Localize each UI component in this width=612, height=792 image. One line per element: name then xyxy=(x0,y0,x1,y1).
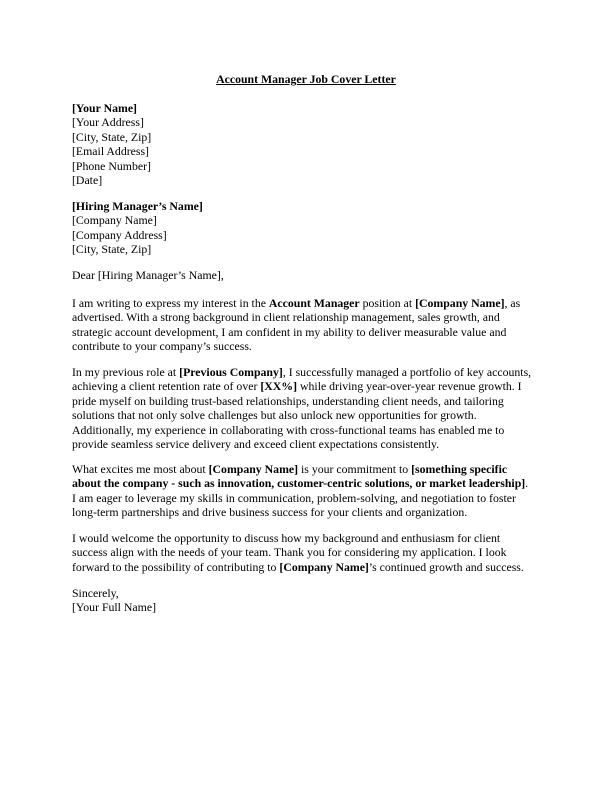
retention-rate-placeholder: [XX%] xyxy=(260,379,298,394)
specific-detail-placeholder: about the company - such as innovation, customer-centric solutions, or market leadership] xyxy=(72,476,526,491)
recipient-name: [Hiring Manager’s Name] xyxy=(72,199,203,213)
company-name-placeholder: [Company Name] xyxy=(415,296,505,310)
sender-block xyxy=(72,101,542,187)
sender-date: [Date] xyxy=(72,173,103,188)
text-run: , I successfully managed a portfolio of key accounts, xyxy=(282,365,532,379)
paragraph-motivation xyxy=(72,462,542,520)
text-run: What excites me most about xyxy=(72,462,209,476)
paragraph-line: pride myself on building trust-based relationships, understanding client needs, and tailoring xyxy=(72,393,504,408)
sender-city-state-zip: [City, State, Zip] xyxy=(72,129,152,144)
text-run: achieving a client retention rate of over xyxy=(72,379,261,394)
recipient-city-state-zip: [City, State, Zip] xyxy=(72,242,152,257)
paragraph-line: strategic account development, I am confident in my ability to deliver measurable value and xyxy=(72,324,507,339)
text-run: ’s continued growth and success. xyxy=(368,559,524,574)
text-run: I am writing to express my interest in the xyxy=(72,296,269,310)
text-run: forward to the possibility of contributing to xyxy=(72,559,280,574)
recipient-company-address: [Company Address] xyxy=(72,227,167,242)
company-name-placeholder: [Company Name] xyxy=(279,559,369,574)
recipient-company: [Company Name] xyxy=(72,213,157,228)
paragraph-line xyxy=(72,379,542,393)
specific-detail-placeholder: [something specific xyxy=(411,462,508,476)
paragraph-line: success align with the needs of your team. Thank you for considering my application. I look xyxy=(72,545,507,560)
text-run: In my previous role at xyxy=(72,365,180,379)
paragraph-closing xyxy=(72,531,542,574)
paragraph-intro xyxy=(72,296,542,354)
text-run: is your commitment to xyxy=(298,462,412,476)
recipient-block xyxy=(72,199,542,257)
signoff: Sincerely, xyxy=(72,586,119,600)
paragraph-line xyxy=(72,462,542,476)
paragraph-experience xyxy=(72,365,542,451)
signature-block xyxy=(72,586,542,615)
paragraph-line: contribute to your company’s success. xyxy=(72,339,252,354)
paragraph-line xyxy=(72,476,542,490)
company-name-placeholder: [Company Name] xyxy=(208,462,299,476)
text-run: . xyxy=(525,476,529,491)
paragraph-line xyxy=(72,365,542,379)
paragraph-line xyxy=(72,560,542,574)
greeting: Dear [Hiring Manager’s Name], xyxy=(72,268,224,282)
previous-company-placeholder: [Previous Company] xyxy=(179,365,283,379)
text-run: while driving year-over-year revenue growth. I xyxy=(297,379,522,394)
paragraph-line: Additionally, my experience in collaborating with cross-functional teams has enabled me to xyxy=(72,422,505,437)
signer-name: [Your Full Name] xyxy=(72,600,157,615)
paragraph-line xyxy=(72,296,542,310)
paragraph-line: I would welcome the opportunity to discuss how my background and enthusiasm for client xyxy=(72,531,501,545)
paragraph-line: solutions that not only solve challenges but also unlock new opportunities for growth. xyxy=(72,408,477,423)
text-run: position at xyxy=(359,296,416,310)
position-title: Account Manager xyxy=(268,296,360,310)
sender-phone: [Phone Number] xyxy=(72,158,151,173)
sender-name: [Your Name] xyxy=(72,101,137,115)
paragraph-line: advertised. With a strong background in client relationship management, sales growth, and xyxy=(72,310,500,325)
text-run: , as xyxy=(504,296,521,310)
sender-email: [Email Address] xyxy=(72,144,149,159)
paragraph-line: provide seamless service delivery and exceed client expectations consistently. xyxy=(72,437,440,452)
paragraph-line: I am eager to leverage my skills in communication, problem-solving, and negotiation to foster xyxy=(72,490,516,505)
sender-address: [Your Address] xyxy=(72,115,144,130)
page-title: Account Manager Job Cover Letter xyxy=(216,72,396,86)
paragraph-line: long-term partnerships and drive business success for your clients and organization. xyxy=(72,505,468,520)
